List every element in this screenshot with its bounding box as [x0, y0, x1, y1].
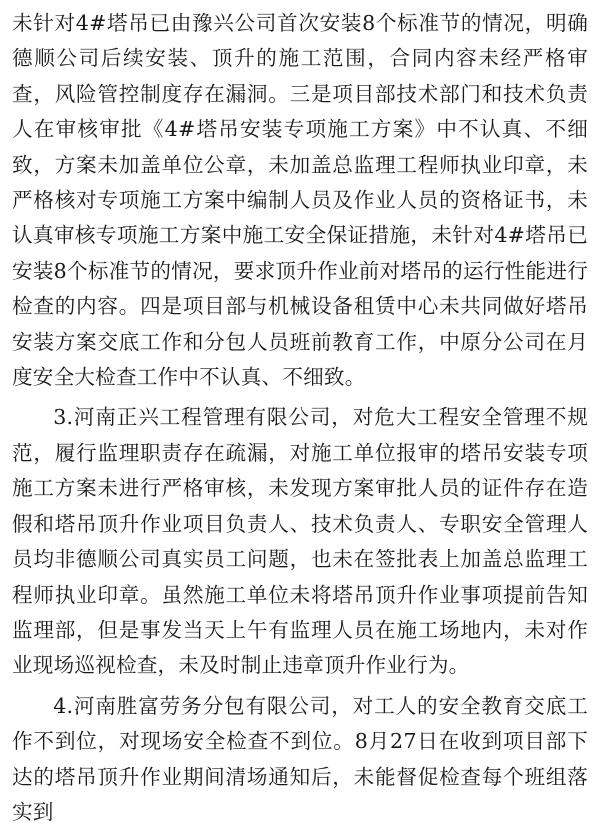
paragraph-2: 3.河南正兴工程管理有限公司，对危大工程安全管理不规范，履行监理职责存在疏漏，对施工单位报审的塔吊安装专项施工方案未进行严格审核，未发现方案审批人员的证件存在造假和塔吊顶升作业项目负责人、技术负责人、专职安全管理人员均非德顺公司真实员工问题，也未在签批表上加盖总监理工程师执业印章。虽然施工单位未将塔吊顶升作业事项提前告知监理部，但是事发当天上午有监理人员在施工场地内，未对作业现场巡视检查，未及时制止违章顶升作业行为。 — [12, 405, 588, 678]
paragraph-1: 未针对4#塔吊已由豫兴公司首次安装8个标准节的情况，明确德顺公司后续安装、顶升的施工范围，合同内容未经严格审查，风险管控制度存在漏洞。三是项目部技术部门和技术负责人在审核审批《4#塔吊安装专项施工方案》中不认真、不细致，方案未加盖单位公章，未加盖总监理工程师执业印章，未严格核对专项施工方案中编制人员及作业人员的资格证书，未认真审核专项施工方案中施工安全保证措施，未针对4#塔吊已安装8个标准节的情况，要求顶升作业前对塔吊的运行性能进行检查的内容。四是项目部与机械设备租赁中心未共同做好塔吊安装方案交底工作和分包人员班前教育工作，中原分公司在月度安全大检查工作中不认真、不细致。 — [12, 11, 588, 390]
paragraph-3: 4.河南胜富劳务分包有限公司，对工人的安全教育交底工作不到位，对现场安全检查不到位。8月27日在收到项目部下达的塔吊顶升作业期间清场通知后，未能督促检查每个班组落实到 — [12, 693, 588, 824]
